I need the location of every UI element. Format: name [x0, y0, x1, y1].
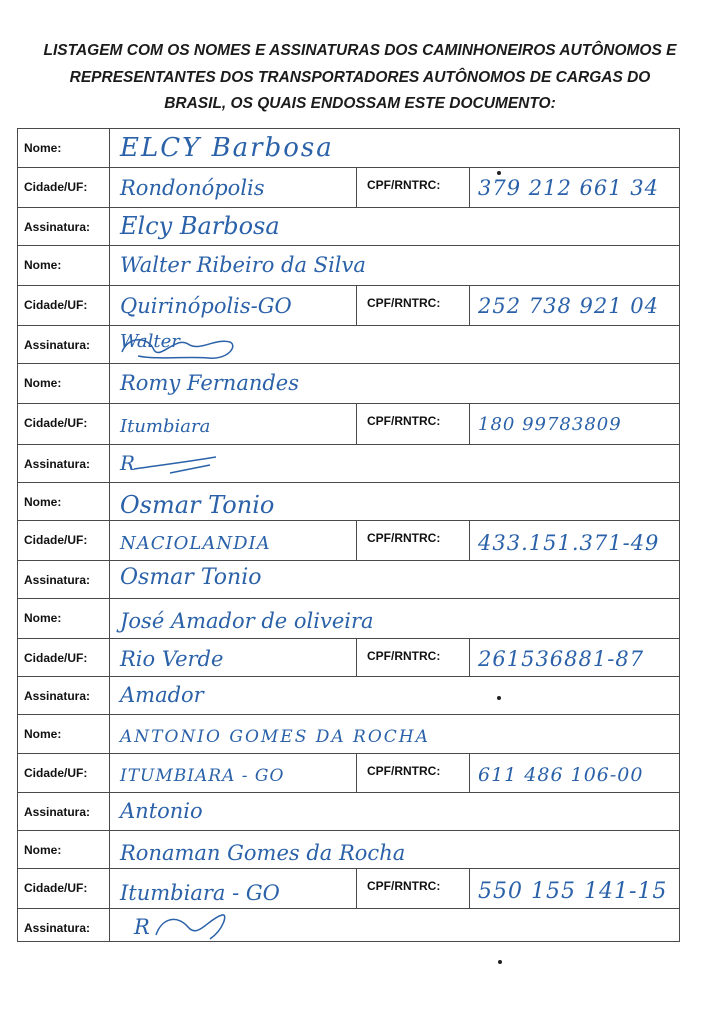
city-value: Itumbiara	[120, 416, 211, 437]
signature-row	[18, 326, 679, 364]
city-label: Cidade/UF:	[18, 639, 110, 676]
title-line-3: BRASIL, OS QUAIS ENDOSSAM ESTE DOCUMENTO:	[164, 95, 556, 112]
name-value: Ronaman Gomes da Rocha	[120, 841, 406, 865]
signature-value: R	[120, 451, 136, 475]
signature-value: Elcy Barbosa	[120, 212, 280, 240]
signature-value: Osmar Tonio	[120, 565, 262, 590]
name-value: Romy Fernandes	[120, 371, 300, 395]
name-label: Nome:	[18, 831, 110, 868]
name-row	[18, 483, 679, 521]
cpf-label: CPF/RNTRC:	[356, 754, 470, 792]
city-row	[18, 404, 679, 445]
city-row	[18, 754, 679, 793]
cpf-value: 611 486 106-00	[478, 764, 644, 786]
name-value: ELCY Barbosa	[120, 133, 334, 163]
city-label: Cidade/UF:	[18, 404, 110, 444]
signature-scribble-icon	[148, 909, 238, 943]
name-label: Nome:	[18, 599, 110, 638]
name-label: Nome:	[18, 483, 110, 520]
cpf-label: CPF/RNTRC:	[356, 286, 470, 325]
signature-label: Assinatura:	[18, 326, 110, 363]
name-row	[18, 246, 679, 286]
title-line-2: REPRESENTANTES DOS TRANSPORTADORES AUTÔNOMOS DE CARGAS DO	[69, 68, 651, 86]
cpf-label: CPF/RNTRC:	[356, 521, 470, 560]
name-value: Osmar Tonio	[120, 491, 275, 519]
cpf-label: CPF/RNTRC:	[356, 168, 470, 207]
city-row	[18, 286, 679, 326]
signature-row	[18, 909, 679, 942]
signature-value: Walter	[120, 331, 180, 352]
cpf-value: 180 99783809	[478, 414, 622, 435]
name-row	[18, 129, 679, 168]
signature-table	[17, 128, 680, 942]
signature-label: Assinatura:	[18, 909, 110, 941]
name-value: ANTONIO GOMES DA ROCHA	[120, 727, 430, 747]
signature-row	[18, 561, 679, 599]
cpf-label: CPF/RNTRC:	[356, 639, 470, 676]
signature-label: Assinatura:	[18, 561, 110, 598]
signature-value: Amador	[120, 683, 204, 707]
city-row	[18, 521, 679, 561]
name-row	[18, 715, 679, 754]
signature-row	[18, 677, 679, 715]
name-row	[18, 364, 679, 404]
city-value: Itumbiara - GO	[120, 881, 280, 905]
cpf-value: 261536881-87	[478, 647, 645, 671]
city-label: Cidade/UF:	[18, 754, 110, 792]
scan-speck	[497, 171, 501, 175]
signature-row	[18, 208, 679, 246]
signature-label: Assinatura:	[18, 208, 110, 245]
city-value: Rio Verde	[120, 647, 224, 671]
name-value: Walter Ribeiro da Silva	[120, 253, 366, 277]
cpf-label: CPF/RNTRC:	[356, 869, 470, 908]
name-label: Nome:	[18, 364, 110, 403]
document-title	[20, 38, 700, 118]
city-value: NACIOLANDIA	[120, 533, 271, 554]
signature-value: R	[134, 915, 150, 939]
name-label: Nome:	[18, 246, 110, 285]
city-label: Cidade/UF:	[18, 869, 110, 908]
city-label: Cidade/UF:	[18, 521, 110, 560]
city-label: Cidade/UF:	[18, 286, 110, 325]
title-line-1: LISTAGEM COM OS NOMES E ASSINATURAS DOS CAMINHONEIROS AUTÔNOMOS E	[43, 42, 677, 59]
city-value: ITUMBIARA - GO	[120, 766, 285, 786]
city-row	[18, 639, 679, 677]
city-value: Quirinópolis-GO	[120, 294, 292, 318]
signature-label: Assinatura:	[18, 677, 110, 714]
signature-label: Assinatura:	[18, 445, 110, 482]
name-value: José Amador de oliveira	[120, 609, 374, 633]
signature-label: Assinatura:	[18, 793, 110, 830]
name-row	[18, 831, 679, 869]
name-label: Nome:	[18, 129, 110, 167]
city-value: Rondonópolis	[120, 176, 265, 200]
signature-scribble-icon	[130, 449, 230, 479]
cpf-value: 433.151.371-49	[478, 531, 660, 555]
cpf-value: 252 738 921 04	[478, 294, 659, 318]
cpf-label: CPF/RNTRC:	[356, 404, 470, 444]
cpf-value: 379 212 661 34	[478, 176, 659, 200]
scan-speck	[497, 696, 501, 700]
signature-value: Antonio	[120, 799, 203, 823]
signature-row	[18, 445, 679, 483]
scan-speck	[498, 960, 502, 964]
name-row	[18, 599, 679, 639]
name-label: Nome:	[18, 715, 110, 753]
signature-scribble-icon	[118, 330, 248, 364]
city-label: Cidade/UF:	[18, 168, 110, 207]
cpf-value: 550 155 141-15	[478, 879, 668, 904]
city-row	[18, 168, 679, 208]
city-row	[18, 869, 679, 909]
signature-row	[18, 793, 679, 831]
